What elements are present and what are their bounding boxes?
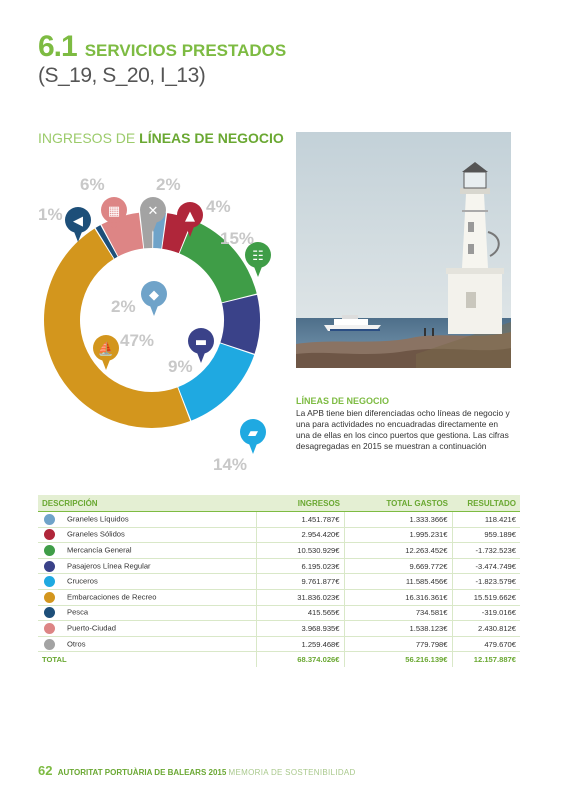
table-row [38,512,520,528]
total-ingresos: 68.374.026€ [256,652,344,667]
row-resultado: 959.189€ [452,527,520,543]
pct-label: 2% [111,297,136,316]
row-ingresos: 2.954.420€ [256,527,344,543]
page-footer [38,763,356,778]
color-dot [44,529,55,540]
row-gastos: 9.669.772€ [344,558,452,574]
section-number: 6.1 [38,30,77,63]
table-row [38,605,520,621]
chart-title [38,130,284,146]
row-description [38,621,256,637]
total-gastos: 56.216.139€ [344,652,452,667]
row-label: Pesca [67,607,89,617]
fish-icon: ◀ [73,214,83,229]
table-header-row [38,495,520,512]
business-lines-table [38,495,520,667]
total-resultado: 12.157.887€ [452,652,520,667]
row-label: Mercancía General [67,545,132,555]
row-description [38,512,256,528]
row-description [38,558,256,574]
row-resultado: -1.823.579€ [452,574,520,590]
mountain-icon: ▲ [185,209,195,224]
section-heading [38,30,286,64]
color-dot [44,607,55,618]
color-dot [44,514,55,525]
fish-callout [38,205,91,242]
table-row [38,589,520,605]
row-gastos: 779.798€ [344,636,452,652]
pct-label: 15% [220,229,255,248]
col-total-gastos: TOTAL GASTOS [344,495,452,512]
row-label: Graneles Sólidos [67,529,125,539]
donut-slice-pasajeros-l-nea-regular [220,295,260,354]
row-description [38,574,256,590]
pct-label: 1% [38,205,63,224]
row-resultado: -319.016€ [452,605,520,621]
row-label: Otros [67,639,86,649]
donut-slice-embarcaciones-de-recreo [44,229,190,428]
chart-title-prefix: INGRESOS DE [38,130,136,146]
cruise-ship-callout [213,419,266,474]
revenue-donut-chart [28,160,288,480]
table-row [38,527,520,543]
row-resultado: 15.519.662€ [452,589,520,605]
row-description [38,589,256,605]
row-gastos: 11.585.456€ [344,574,452,590]
pct-label: 2% [156,175,181,194]
row-description [38,543,256,559]
building-icon: ▦ [107,204,121,219]
row-resultado: -3.474.749€ [452,558,520,574]
lineas-title: LÍNEAS DE NEGOCIO [296,396,390,406]
row-label: Embarcaciones de Recreo [67,592,157,602]
color-dot [44,623,55,634]
row-ingresos: 6.195.023€ [256,558,344,574]
row-gastos: 12.263.452€ [344,543,452,559]
table-total-row [38,652,520,667]
section-codes: (S_19, S_20, I_13) [38,64,206,87]
cross-icon: ✕ [147,204,159,219]
sailboat-callout [93,331,154,370]
pct-label: 4% [206,197,231,216]
page-number: 62 [38,763,53,778]
color-dot [44,576,55,587]
row-label: Graneles Líquidos [67,514,129,524]
color-dot [44,561,55,572]
table-row [38,574,520,590]
row-resultado: 479.670€ [452,636,520,652]
pct-label: 9% [168,357,193,376]
lineas-text: La APB tiene bien diferenciadas ocho líneas de negocio y una para actividades no encuadradas directamente en una de ellas en los cinco puertos que gestiona. Las cifras desagregadas en 2015 se muestran a continuación [296,408,510,451]
row-resultado: 2.430.812€ [452,621,520,637]
row-gastos: 1.538.123€ [344,621,452,637]
lighthouse-photo [296,132,511,368]
row-description [38,636,256,652]
section-title: SERVICIOS PRESTADOS [84,41,287,60]
row-resultado: -1.732.523€ [452,543,520,559]
row-description [38,605,256,621]
row-label: Cruceros [67,576,98,586]
row-ingresos: 10.530.929€ [256,543,344,559]
water-drop-callout [111,281,167,316]
row-ingresos: 9.761.877€ [256,574,344,590]
container-icon: ☷ [252,249,264,264]
table-row [38,621,520,637]
row-label: Pasajeros Línea Regular [67,561,151,571]
color-dot [44,545,55,556]
row-ingresos: 31.836.023€ [256,589,344,605]
row-resultado: 118.421€ [452,512,520,528]
table-row [38,543,520,559]
col-resultado: RESULTADO [452,495,520,512]
car-ferry-icon: ▬ [194,335,208,350]
row-ingresos: 1.259.468€ [256,636,344,652]
cruise-ship-icon: ▰ [248,426,258,441]
sailboat-icon: ⛵ [97,342,115,357]
row-gastos: 1.995.231€ [344,527,452,543]
row-gastos: 734.581€ [344,605,452,621]
color-dot [44,592,55,603]
row-gastos: 1.333.366€ [344,512,452,528]
color-dot [44,639,55,650]
row-ingresos: 1.451.787€ [256,512,344,528]
row-ingresos: 3.968.935€ [256,621,344,637]
col-ingresos: INGRESOS [256,495,344,512]
pct-label: 6% [80,175,105,194]
total-label: TOTAL [38,652,256,667]
chart-title-bold: LÍNEAS DE NEGOCIO [139,130,284,146]
row-label: Puerto-Ciudad [67,623,116,633]
footer-org: AUTORITAT PORTUÀRIA DE BALEARS 2015 [57,768,227,777]
col-descripcion: DESCRIPCIÓN [38,495,256,512]
row-gastos: 16.316.361€ [344,589,452,605]
table-row [38,636,520,652]
table-row [38,558,520,574]
pct-label: 47% [120,331,155,350]
pct-label: 14% [213,455,248,474]
water-drop-icon: ◆ [149,288,159,303]
donut-slice-cruceros [178,343,254,420]
footer-memo: MEMORIA DE SOSTENIBILIDAD [228,768,356,777]
row-ingresos: 415.565€ [256,605,344,621]
row-description [38,527,256,543]
